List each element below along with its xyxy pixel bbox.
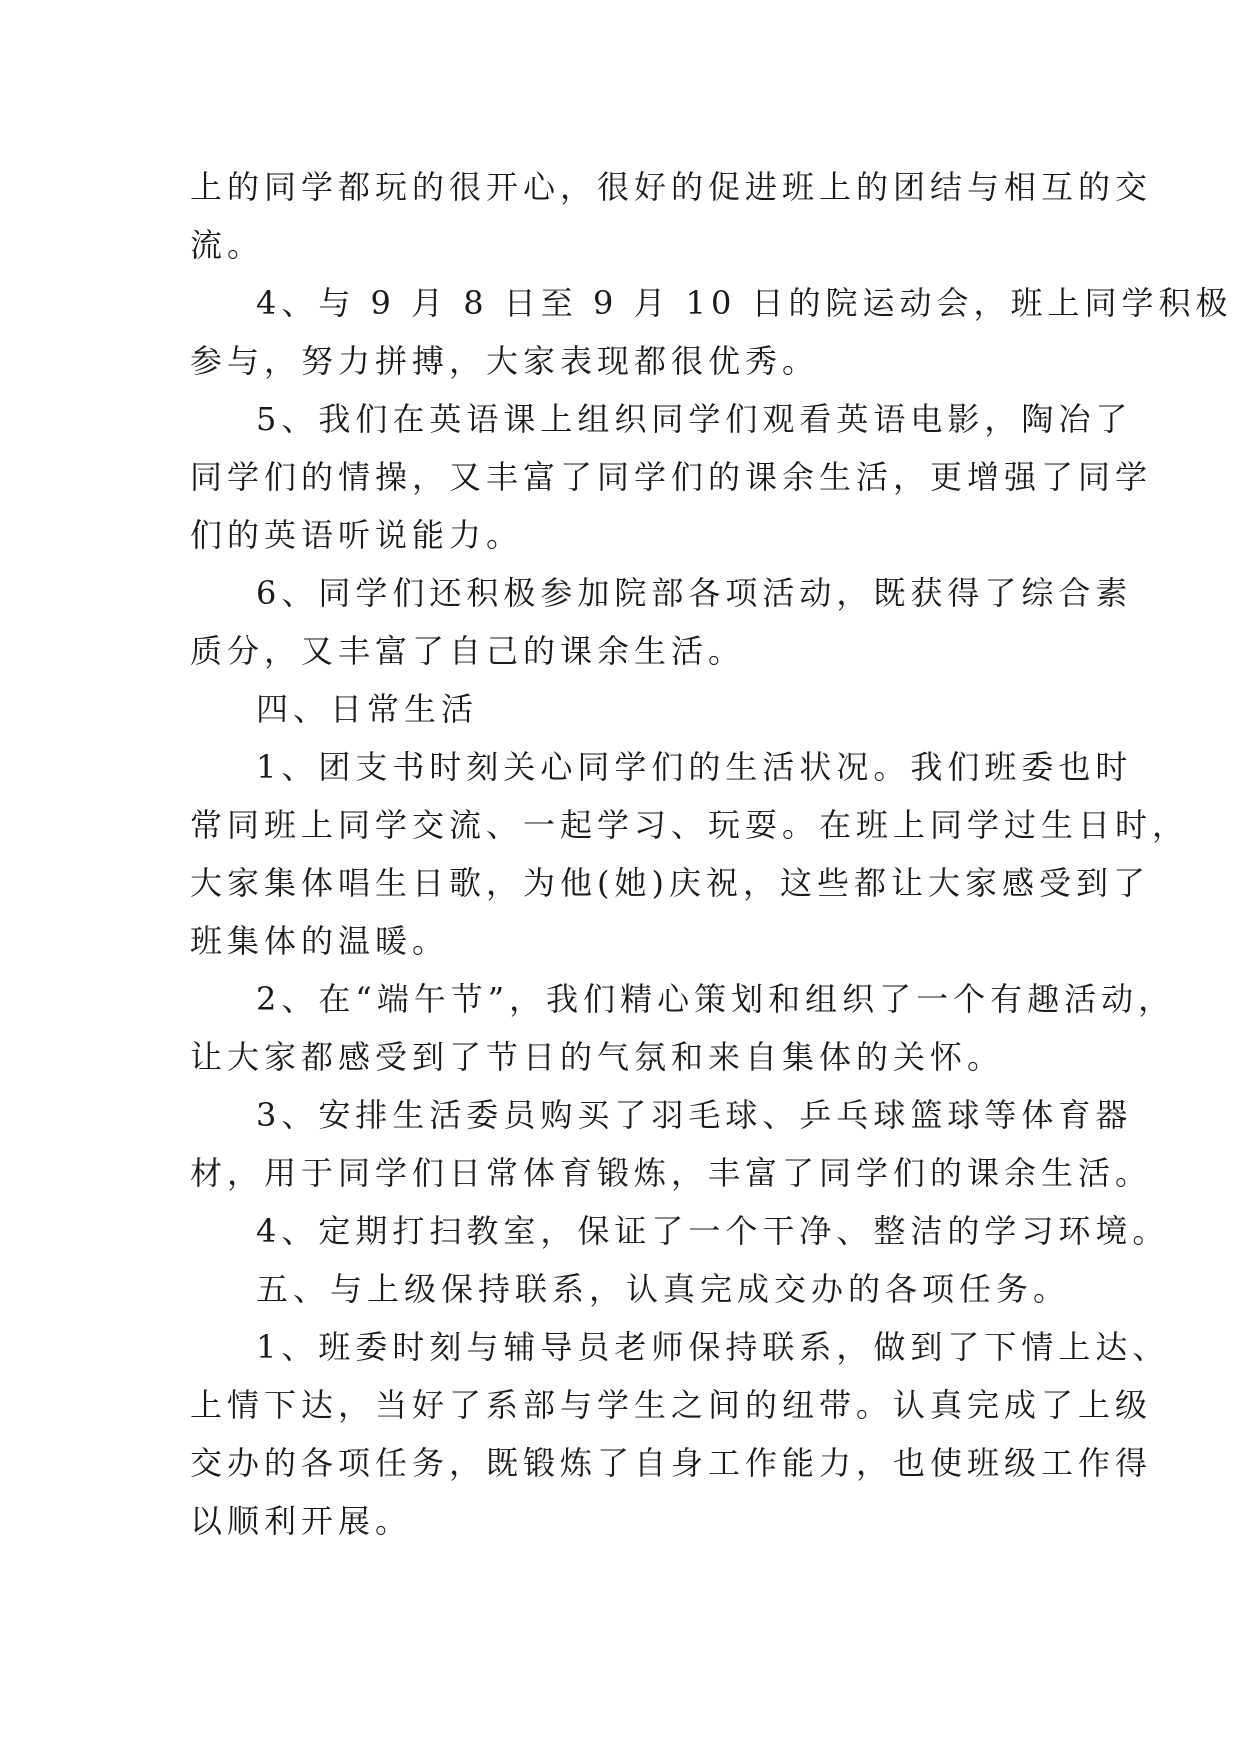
text-line: 四、日常生活 bbox=[256, 690, 479, 728]
text-line: 参与，努力拼搏，大家表现都很优秀。 bbox=[190, 342, 820, 380]
text-line: 以顺利开展。 bbox=[190, 1502, 413, 1540]
text-line: 1、班委时刻与辅导员老师保持联系，做到了下情上达、 bbox=[256, 1328, 1170, 1366]
text-line: 5、我们在英语课上组织同学们观看英语电影，陶冶了 bbox=[256, 400, 1133, 438]
document-body bbox=[190, 158, 1233, 1550]
text-line: 质分，又丰富了自己的课余生活。 bbox=[190, 632, 746, 670]
text-line: 交办的各项任务，既锻炼了自身工作能力，也使班级工作得 bbox=[190, 1444, 1153, 1482]
text-line: 班集体的温暖。 bbox=[190, 922, 450, 960]
text-line: 4、定期打扫教室，保证了一个干净、整洁的学习环境。 bbox=[256, 1212, 1170, 1250]
text-line: 1、团支书时刻关心同学们的生活状况。我们班委也时 bbox=[256, 748, 1133, 786]
text-line: 常同班上同学交流、一起学习、玩耍。在班上同学过生日时， bbox=[190, 806, 1190, 844]
text-line: 让大家都感受到了节日的气氛和来自集体的关怀。 bbox=[190, 1038, 1005, 1076]
text-line: 同学们的情操，又丰富了同学们的课余生活，更增强了同学 bbox=[190, 458, 1153, 496]
text-line: 流。 bbox=[190, 226, 265, 264]
text-line: 上情下达，当好了系部与学生之间的纽带。认真完成了上级 bbox=[190, 1386, 1153, 1424]
text-line: 3、安排生活委员购买了羽毛球、乒乓球篮球等体育器 bbox=[256, 1096, 1133, 1134]
text-line: 大家集体唱生日歌，为他(她)庆祝，这些都让大家感受到了 bbox=[190, 864, 1150, 902]
text-line: 上的同学都玩的很开心，很好的促进班上的团结与相互的交 bbox=[190, 168, 1153, 206]
text-line: 五、与上级保持联系，认真完成交办的各项任务。 bbox=[256, 1270, 1071, 1308]
text-line: 2、在“端午节”，我们精心策划和组织了一个有趣活动， bbox=[256, 980, 1176, 1018]
text-line: 们的英语听说能力。 bbox=[190, 516, 524, 554]
text-line: 材，用于同学们日常体育锻炼，丰富了同学们的课余生活。 bbox=[190, 1154, 1153, 1192]
text-line: 4、与 9 月 8 日至 9 月 10 日的院运动会，班上同学积极 bbox=[256, 284, 1233, 322]
text-line: 6、同学们还积极参加院部各项活动，既获得了综合素 bbox=[256, 574, 1133, 612]
